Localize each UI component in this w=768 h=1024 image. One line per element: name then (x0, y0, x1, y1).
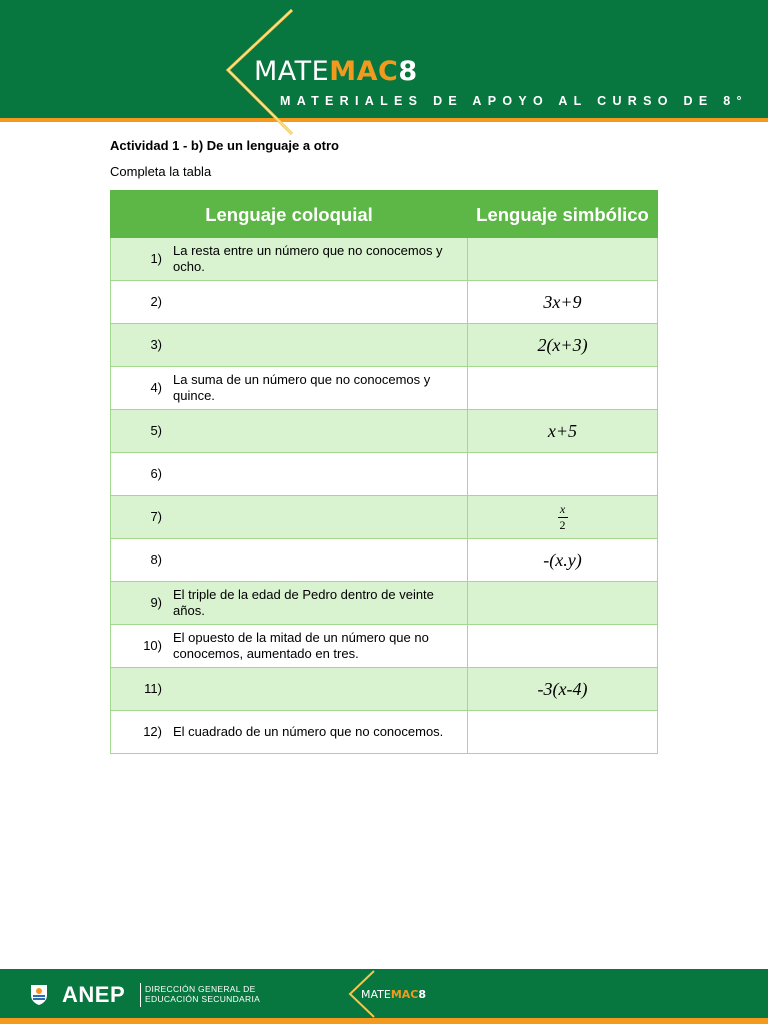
exercise-table (110, 190, 658, 754)
header-coloquial: Lenguaje coloquial (111, 191, 468, 238)
simbolico-cell[interactable] (468, 625, 658, 668)
table-row (111, 410, 658, 453)
coloquial-cell[interactable] (111, 238, 468, 281)
table-row (111, 539, 658, 582)
fraction-numerator: x (559, 501, 566, 516)
row-number: 7) (150, 509, 162, 524)
coloquial-text: La resta entre un número que no conocemos y ocho. (173, 243, 443, 274)
table-row (111, 453, 658, 496)
header-subtitle: MATERIALES DE APOYO AL CURSO DE 8° (280, 94, 748, 108)
simbolico-cell[interactable] (468, 453, 658, 496)
coloquial-cell[interactable] (111, 496, 468, 539)
simbolico-cell[interactable] (468, 281, 658, 324)
coloquial-text: El triple de la edad de Pedro dentro de veinte años. (173, 587, 434, 618)
header-simbolico: Lenguaje simbólico (468, 191, 658, 238)
row-number: 9) (150, 595, 162, 610)
simbolico-cell[interactable] (468, 367, 658, 410)
fraction (558, 503, 568, 532)
simbolico-cell[interactable] (468, 668, 658, 711)
simbolico-cell[interactable] (468, 582, 658, 625)
row-number: 10) (143, 638, 162, 653)
brand-logo: MATEMAC8 (254, 56, 418, 87)
simbolico-cell[interactable] (468, 324, 658, 367)
coloquial-cell[interactable] (111, 281, 468, 324)
coloquial-cell[interactable] (111, 367, 468, 410)
table-row (111, 582, 658, 625)
coloquial-cell[interactable] (111, 324, 468, 367)
table-row (111, 668, 658, 711)
simbolico-cell[interactable] (468, 496, 658, 539)
simbolico-cell[interactable] (468, 410, 658, 453)
simbolico-cell[interactable] (468, 238, 658, 281)
simbolico-text: -(x.y) (543, 549, 582, 570)
activity-title: Actividad 1 - b) De un lenguaje a otro (110, 138, 339, 153)
table-row (111, 711, 658, 754)
row-number: 6) (150, 466, 162, 481)
coloquial-cell[interactable] (111, 582, 468, 625)
coloquial-text: El cuadrado de un número que no conocemos. (173, 724, 444, 739)
simbolico-text: 2(x+3) (537, 334, 588, 355)
coloquial-cell[interactable] (111, 711, 468, 754)
simbolico-text: 3x+9 (543, 291, 582, 312)
coloquial-cell[interactable] (111, 410, 468, 453)
coat-of-arms-icon (28, 982, 50, 1006)
table-row (111, 281, 658, 324)
table-row (111, 238, 658, 281)
row-number: 3) (150, 337, 162, 352)
table-row (111, 496, 658, 539)
row-number: 8) (150, 552, 162, 567)
simbolico-cell[interactable] (468, 711, 658, 754)
table-row (111, 625, 658, 668)
table-row (111, 324, 658, 367)
row-number: 12) (143, 724, 162, 739)
activity-instruction: Completa la tabla (110, 164, 212, 179)
footer-brand-logo: MATEMAC8 (361, 988, 427, 1001)
coloquial-cell[interactable] (111, 668, 468, 711)
fraction-denominator: 2 (559, 517, 566, 532)
row-number: 5) (150, 423, 162, 438)
direccion-line-1: DIRECCIÓN GENERAL DE (145, 984, 256, 994)
row-number: 2) (150, 294, 162, 309)
coloquial-text: El opuesto de la mitad de un número que no conocemos, aumentado en tres. (173, 630, 429, 661)
coloquial-cell[interactable] (111, 453, 468, 496)
row-number: 1) (150, 251, 162, 266)
simbolico-text: x+5 (547, 420, 578, 441)
coloquial-text: La suma de un número que no conocemos y quince. (173, 372, 431, 403)
coloquial-cell[interactable] (111, 625, 468, 668)
coloquial-cell[interactable] (111, 539, 468, 582)
footer-divider (140, 983, 141, 1007)
table-row (111, 367, 658, 410)
footer-accent-line (0, 1018, 768, 1024)
simbolico-text: -3(x-4) (537, 678, 588, 699)
simbolico-cell[interactable] (468, 539, 658, 582)
direccion-text (145, 984, 260, 1004)
table-header-row (111, 191, 658, 238)
direccion-line-2: EDUCACIÓN SECUNDARIA (145, 994, 261, 1004)
row-number: 11) (144, 681, 162, 696)
row-number: 4) (150, 380, 162, 395)
anep-logo-text: ANEP (62, 982, 126, 1007)
